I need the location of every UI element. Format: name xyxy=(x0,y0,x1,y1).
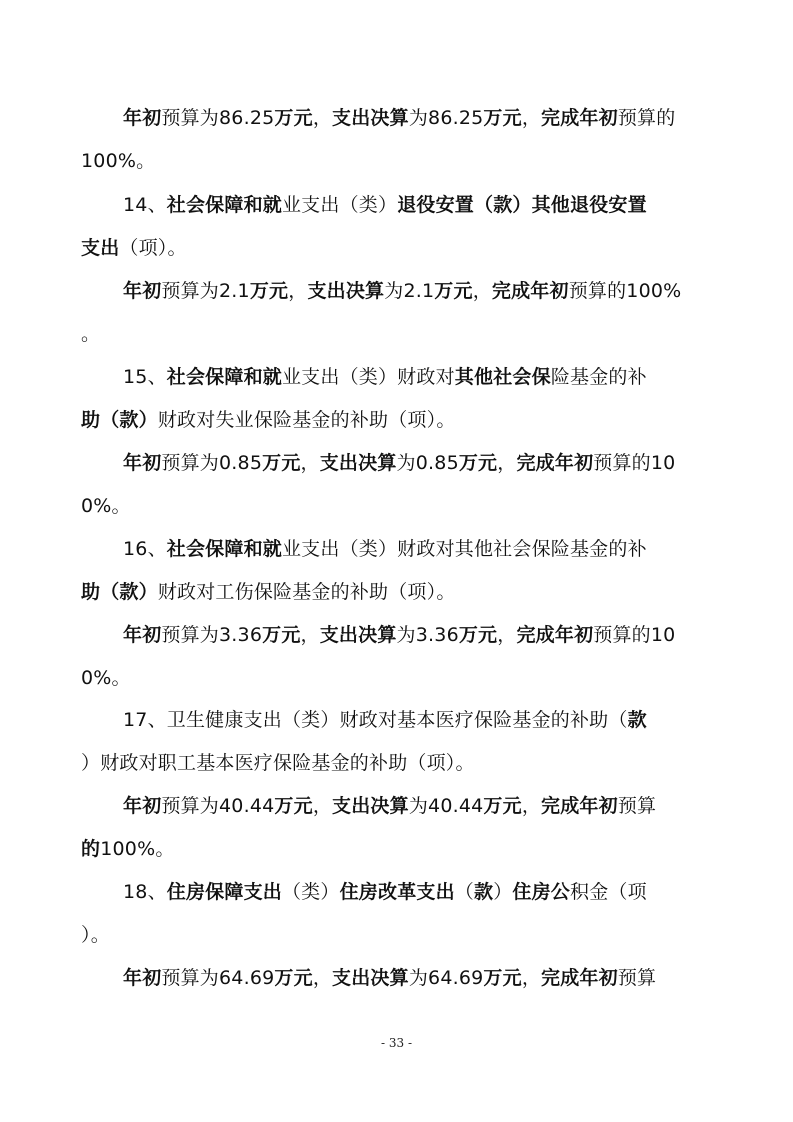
text-line xyxy=(0,486,793,526)
text-segment: ， xyxy=(312,795,333,817)
text-segment: 为3.36 xyxy=(396,624,459,646)
bold-text-segment: 万元 xyxy=(262,452,301,474)
text-segment: 。 xyxy=(81,323,101,345)
text-segment: 预算 xyxy=(617,795,657,817)
text-line xyxy=(0,400,793,440)
text-segment: 积金（项 xyxy=(570,881,647,903)
text-segment: 业支出（类）财政对其他社会保险基金的补 xyxy=(281,538,647,560)
text-segment: ， xyxy=(472,280,492,302)
text-segment: ， xyxy=(521,967,542,989)
text-segment: 预算的10 xyxy=(593,452,676,474)
bold-text-segment: 万元 xyxy=(434,280,473,302)
text-line xyxy=(0,443,793,483)
bold-text-segment: 万元 xyxy=(483,967,522,989)
text-line xyxy=(0,98,793,138)
text-segment: 100%。 xyxy=(81,150,156,172)
bold-text-segment: 退役安置（款）其他退役安置 xyxy=(397,194,647,216)
bold-text-segment: 万元 xyxy=(483,795,522,817)
bold-text-segment: 支出决算 xyxy=(307,280,385,302)
text-segment: 预算为0.85 xyxy=(161,452,263,474)
bold-text-segment: 住房改革支出 xyxy=(339,881,455,903)
bold-text-segment: 助（款） xyxy=(81,409,158,431)
bold-text-segment: 年初 xyxy=(123,452,162,474)
text-segment: 预算的 xyxy=(617,107,676,129)
text-segment: 预算为3.36 xyxy=(161,624,263,646)
text-segment: ， xyxy=(521,107,542,129)
text-line xyxy=(0,829,793,869)
bold-text-segment: 社会保障和就 xyxy=(166,366,282,388)
text-segment: 15、 xyxy=(123,366,167,388)
text-segment: 险基金的补 xyxy=(550,366,647,388)
text-segment: ）财政对职工基本医疗保险基金的补助（项）。 xyxy=(81,752,475,774)
page-number: - 33 - xyxy=(380,1036,412,1050)
text-line xyxy=(0,141,793,181)
text-segment: 预算 xyxy=(617,967,657,989)
bold-text-segment: 支出决算 xyxy=(332,107,409,129)
text-segment: ， xyxy=(497,452,517,474)
bold-text-segment: 万元 xyxy=(458,452,498,474)
bold-text-segment: 社会保障和就 xyxy=(166,194,282,216)
text-segment: 为40.44 xyxy=(408,795,484,817)
bold-text-segment: 万元 xyxy=(249,280,289,302)
bold-text-segment: 万元 xyxy=(274,967,313,989)
text-line xyxy=(0,743,793,783)
bold-text-segment: 万元 xyxy=(458,624,498,646)
text-line xyxy=(0,572,793,612)
bold-text-segment: 完成年初 xyxy=(541,795,618,817)
bold-text-segment: 助（款） xyxy=(81,581,158,603)
text-line xyxy=(0,915,793,955)
bold-text-segment: 万元 xyxy=(274,795,313,817)
text-segment: 预算的10 xyxy=(593,624,676,646)
bold-text-segment: 款 xyxy=(474,881,494,903)
text-line xyxy=(0,615,793,655)
text-segment: 18、 xyxy=(123,881,167,903)
bold-text-segment: 万元 xyxy=(274,107,313,129)
text-segment: 为2.1 xyxy=(384,280,435,302)
bold-text-segment: 支出决算 xyxy=(332,795,409,817)
text-segment: 0%。 xyxy=(81,495,131,517)
bold-text-segment: 完成年初 xyxy=(541,107,618,129)
bold-text-segment: 年初 xyxy=(123,795,162,817)
text-segment: 预算为86.25 xyxy=(161,107,275,129)
text-line xyxy=(0,228,793,268)
text-segment: （ xyxy=(454,881,474,903)
text-segment: 16、 xyxy=(123,538,167,560)
text-line xyxy=(0,872,793,912)
text-segment: ） xyxy=(493,881,513,903)
text-line xyxy=(0,658,793,698)
bold-text-segment: 的 xyxy=(81,838,101,860)
text-segment: ， xyxy=(521,795,542,817)
bold-text-segment: 支出决算 xyxy=(319,452,397,474)
bold-text-segment: 其他社会保 xyxy=(454,366,551,388)
bold-text-segment: 社会保障和就 xyxy=(166,538,282,560)
bold-text-segment: 年初 xyxy=(123,107,162,129)
text-segment: ， xyxy=(497,624,517,646)
bold-text-segment: 年初 xyxy=(123,624,162,646)
text-segment: ， xyxy=(300,452,320,474)
text-segment: （项）。 xyxy=(119,237,187,259)
text-line xyxy=(0,958,793,998)
text-segment: ， xyxy=(312,967,333,989)
bold-text-segment: 支出决算 xyxy=(332,967,409,989)
text-segment: 预算为2.1 xyxy=(161,280,250,302)
bold-text-segment: 完成年初 xyxy=(516,624,594,646)
text-segment: 14、 xyxy=(123,194,167,216)
bold-text-segment: 年初 xyxy=(123,967,162,989)
text-segment: （类） xyxy=(281,881,340,903)
text-segment: ， xyxy=(312,107,333,129)
bold-text-segment: 完成年初 xyxy=(541,967,618,989)
text-segment: 预算的100% xyxy=(568,280,682,302)
text-line xyxy=(0,271,793,311)
bold-text-segment: 年初 xyxy=(123,280,162,302)
text-segment: 财政对失业保险基金的补助（项）。 xyxy=(157,409,456,431)
text-line xyxy=(0,185,793,225)
text-segment: 17、卫生健康支出（类）财政对基本医疗保险基金的补助（ xyxy=(123,709,628,731)
bold-text-segment: 支出 xyxy=(81,237,120,259)
text-line xyxy=(0,700,793,740)
bold-text-segment: 万元 xyxy=(483,107,522,129)
text-line xyxy=(0,529,793,569)
text-line xyxy=(0,786,793,826)
text-segment: 100%。 xyxy=(100,838,175,860)
text-segment: 为0.85 xyxy=(396,452,459,474)
text-segment: ， xyxy=(288,280,308,302)
text-segment: 预算为40.44 xyxy=(161,795,275,817)
text-segment: 为86.25 xyxy=(408,107,484,129)
text-segment: 财政对工伤保险基金的补助（项）。 xyxy=(157,581,456,603)
bold-text-segment: 住房保障支出 xyxy=(166,881,282,903)
bold-text-segment: 住房公 xyxy=(512,881,571,903)
bold-text-segment: 款 xyxy=(627,709,647,731)
bold-text-segment: 支出决算 xyxy=(319,624,397,646)
text-segment: 业支出（类） xyxy=(281,194,398,216)
text-line xyxy=(0,357,793,397)
bold-text-segment: 万元 xyxy=(262,624,301,646)
text-segment: 为64.69 xyxy=(408,967,484,989)
text-segment: 业支出（类）财政对 xyxy=(281,366,455,388)
text-segment: ， xyxy=(300,624,320,646)
text-line xyxy=(0,314,793,354)
text-segment: ）。 xyxy=(81,924,110,946)
text-segment: 预算为64.69 xyxy=(161,967,275,989)
bold-text-segment: 完成年初 xyxy=(516,452,594,474)
text-segment: 0%。 xyxy=(81,667,131,689)
bold-text-segment: 完成年初 xyxy=(491,280,569,302)
